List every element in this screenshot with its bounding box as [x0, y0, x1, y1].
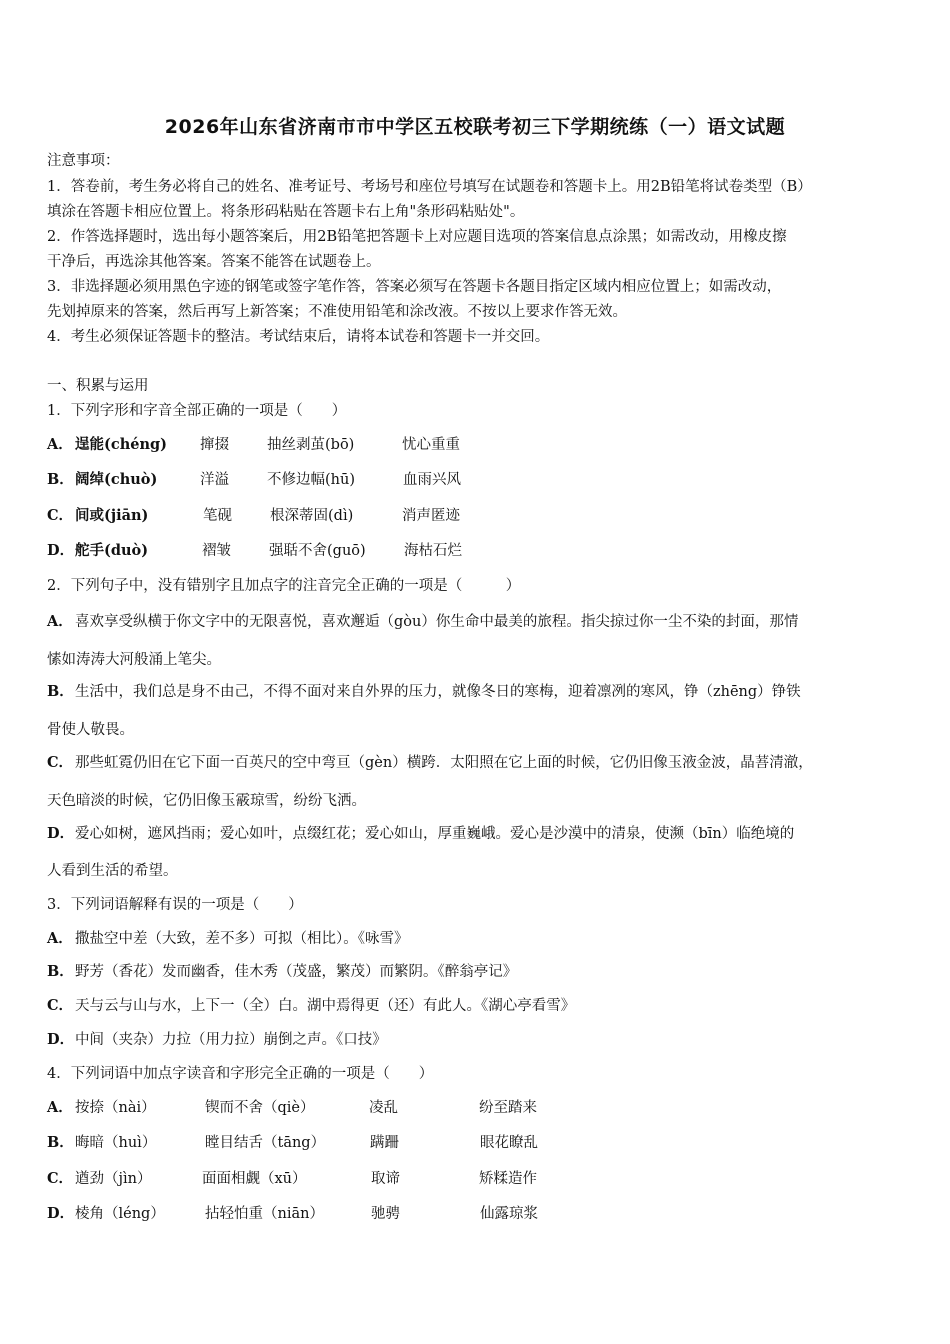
option-word: 血雨兴风 — [403, 472, 461, 488]
option-word: 强聒不舍(guō) — [269, 543, 366, 559]
option-word: 间或(jiān) — [75, 507, 149, 524]
option-word: 取谛 — [371, 1171, 400, 1187]
option-label: D． — [47, 542, 75, 559]
option-word: 棱角（léng） — [75, 1206, 165, 1222]
option-word: 逞能(chéng) — [75, 436, 167, 453]
option-text-continued: 骨使人敬畏。 — [47, 722, 134, 738]
option-text: 喜欢享受纵横于你文字中的无限喜悦，喜欢邂逅（gòu）你生命中最美的旅程。指尖掠过你一尘不染的封面，那情 — [75, 614, 799, 630]
question-2-stem: 2．下列句子中，没有错别字且加点字的注音完全正确的一项是（ ） — [47, 578, 521, 594]
option-word: 眼花瞭乱 — [480, 1135, 538, 1151]
option-word: 笔砚 — [203, 508, 232, 524]
option-text: 爱心如树，遮风挡雨；爱心如叶，点缀红花；爱心如山，厚重巍峨。爱心是沙漠中的清泉，使濒（bīn）临绝境的 — [75, 826, 795, 842]
notice-line: 1．答卷前，考生务必将自己的姓名、准考证号、考场号和座位号填写在试题卷和答题卡上。用2B铅笔将试卷类型（B） — [47, 179, 812, 195]
option-word: 驰骋 — [371, 1206, 400, 1222]
notice-line: 2．作答选择题时，选出每小题答案后，用2B铅笔把答题卡上对应题目选项的答案信息点涂黑；如需改动，用橡皮擦 — [47, 229, 787, 245]
option-text: 生活中，我们总是身不由己，不得不面对来自外界的压力，就像冬日的寒梅，迎着凛冽的寒风，铮（zhēng）铮铁 — [75, 684, 801, 700]
option-word: 海枯石烂 — [404, 543, 462, 559]
option-label: B． — [47, 1134, 74, 1151]
option-word: 不修边幅(hū) — [267, 472, 355, 488]
option-word: 纷至踏来 — [479, 1100, 537, 1116]
option-text-continued: 天色暗淡的时候，它仍旧像玉霰琼雪，纷纷飞洒。 — [47, 793, 366, 809]
option-word: 遒劲（jìn） — [75, 1171, 152, 1187]
option-text: 中间（夹杂）力拉（用力拉）崩倒之声。《口技》 — [75, 1032, 387, 1048]
section-heading: 一、积累与运用 — [47, 378, 149, 394]
option-word: 凌乱 — [369, 1100, 398, 1116]
option-label: B． — [47, 471, 74, 488]
option-text: 撒盐空中差（大致，差不多）可拟（相比）。《咏雪》 — [75, 931, 409, 947]
option-label: D． — [47, 1205, 75, 1222]
option-label: D． — [47, 825, 75, 842]
option-word: 按捺（nài） — [75, 1100, 156, 1116]
option-word: 晦暗（huì） — [75, 1135, 157, 1151]
option-word: 撺掇 — [200, 437, 229, 453]
question-1-stem: 1．下列字形和字音全部正确的一项是（ ） — [47, 403, 347, 419]
option-label: D． — [47, 1031, 75, 1048]
option-word: 面面相觑（xū） — [202, 1171, 307, 1187]
notice-line: 干净后，再选涂其他答案。答案不能答在试题卷上。 — [47, 254, 381, 270]
option-text-continued: 愫如涛涛大河般涌上笔尖。 — [47, 652, 221, 668]
option-word: 蹒跚 — [370, 1135, 399, 1151]
option-label: A． — [47, 1099, 73, 1116]
option-word: 拈轻怕重（niān） — [205, 1206, 324, 1222]
option-text-continued: 人看到生活的希望。 — [47, 863, 178, 879]
option-text: 野芳（香花）发而幽香，佳木秀（茂盛，繁茂）而繁阴。《醉翁亭记》 — [75, 964, 518, 980]
notice-heading: 注意事项： — [47, 153, 120, 169]
option-word: 舵手(duò) — [75, 542, 149, 559]
option-word: 仙露琼浆 — [480, 1206, 538, 1222]
option-text: 天与云与山与水，上下一（全）白。湖中焉得更（还）有此人。《湖心亭看雪》 — [75, 998, 576, 1014]
option-word: 阔绰(chuò) — [75, 471, 158, 488]
option-word: 忧心重重 — [402, 437, 460, 453]
option-word: 锲而不舍（qiè） — [205, 1100, 315, 1116]
question-3-stem: 3．下列词语解释有误的一项是（ ） — [47, 897, 303, 913]
option-word: 根深蒂固(dì) — [270, 508, 354, 524]
option-word: 瞠目结舌（tāng） — [205, 1135, 326, 1151]
option-label: C． — [47, 997, 74, 1014]
option-label: C． — [47, 754, 74, 771]
notice-line: 先划掉原来的答案，然后再写上新答案；不准使用铅笔和涂改液。不按以上要求作答无效。 — [47, 304, 627, 320]
notice-line: 填涂在答题卡相应位置上。将条形码粘贴在答题卡右上角"条形码粘贴处"。 — [47, 204, 525, 220]
option-word: 抽丝剥茧(bō) — [267, 437, 355, 453]
option-label: A． — [47, 436, 73, 453]
page-title: 2026年山东省济南市市中学区五校联考初三下学期统练（一）语文试题 — [164, 116, 786, 138]
option-word: 消声匿迹 — [402, 508, 460, 524]
question-4-stem: 4．下列词语中加点字读音和字形完全正确的一项是（ ） — [47, 1066, 434, 1082]
option-label: A． — [47, 613, 73, 630]
notice-line: 3．非选择题必须用黑色字迹的钢笔或签字笔作答，答案必须写在答题卡各题目指定区域内相应位置上；如需改动， — [47, 279, 782, 295]
option-label: C． — [47, 1170, 74, 1187]
option-text: 那些虹霓仍旧在它下面一百英尺的空中弯亘（gèn）横跨．太阳照在它上面的时候，它仍旧像玉液金波，晶䓊清澈， — [75, 755, 813, 771]
option-word: 洋溢 — [200, 472, 229, 488]
option-word: 矫糅造作 — [479, 1171, 537, 1187]
option-label: B． — [47, 963, 74, 980]
option-word: 褶皱 — [202, 543, 231, 559]
option-label: B． — [47, 683, 74, 700]
option-label: A． — [47, 930, 73, 947]
notice-line: 4．考生必须保证答题卡的整洁。考试结束后，请将本试卷和答题卡一并交回。 — [47, 329, 550, 345]
option-label: C． — [47, 507, 74, 524]
